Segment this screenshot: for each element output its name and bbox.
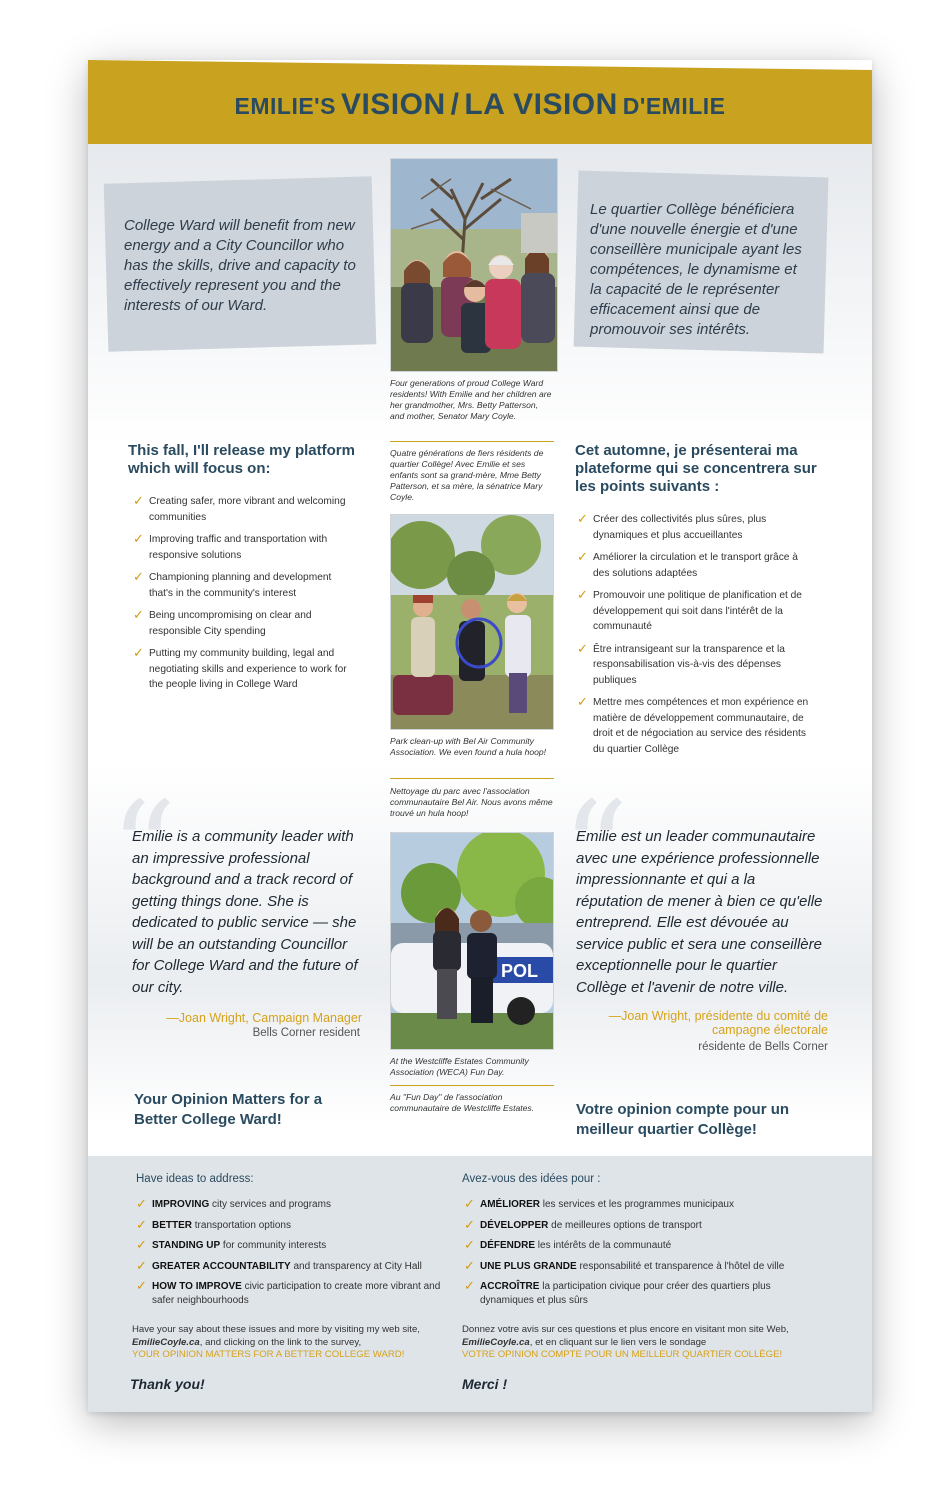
- list-item-text: city services and programs: [209, 1199, 331, 1210]
- check-icon: ✓: [464, 1196, 475, 1211]
- check-icon: ✓: [133, 531, 144, 546]
- list-item-bold: DÉFENDRE: [480, 1240, 536, 1251]
- caption-divider: [390, 441, 554, 442]
- list-item-text: and transparency at City Hall: [290, 1260, 422, 1272]
- survey-text: Donnez votre avis sur ces questions et plus encore en visitant mon site Web,: [462, 1324, 789, 1335]
- check-icon: ✓: [577, 549, 588, 564]
- survey-paragraph-fr: [462, 1324, 822, 1362]
- list-item: [577, 512, 817, 543]
- check-icon: ✓: [577, 511, 588, 526]
- check-icon: ✓: [464, 1216, 475, 1232]
- list-item-text: Creating safer, more vibrant and welcoming communities: [149, 496, 346, 523]
- park-photo-caption-en: Park clean-up with Bel Air Community Association. We even found a hula hoop!: [390, 736, 547, 757]
- list-item-bold: AMÉLIORER: [480, 1199, 540, 1210]
- flyer-page: [88, 60, 872, 1412]
- platform-heading-en: This fall, I'll release my platform which will focus on:: [128, 442, 355, 477]
- ideas-list-en: [136, 1198, 452, 1314]
- intro-text-en: College Ward will benefit from new energy and a City Councillor who has the skills, drive and capacity to effectively represent you and the interests of our Ward.: [124, 217, 356, 314]
- check-icon: ✓: [136, 1196, 147, 1211]
- testimonial-attribution-en-2: Bells Corner resident: [252, 1027, 360, 1039]
- list-item-bold: HOW TO IMPROVE: [152, 1281, 242, 1292]
- list-item-bold: ACCROÎTRE: [480, 1281, 540, 1292]
- fun-day-photo: [390, 832, 554, 1050]
- fun-day-caption-en: At the Westcliffe Estates Community Association (WECA) Fun Day.: [390, 1056, 529, 1077]
- check-icon: ✓: [464, 1237, 475, 1252]
- check-icon: ✓: [464, 1278, 475, 1293]
- list-item-text: la participation civique pour créer des quartiers plus dynamiques et plus sûrs: [480, 1281, 771, 1306]
- list-item-bold: IMPROVING: [152, 1199, 210, 1210]
- list-item: [464, 1198, 824, 1212]
- title-en-small: EMILIE'S: [234, 93, 336, 119]
- list-item: [136, 1216, 452, 1233]
- list-item: [464, 1280, 824, 1307]
- check-icon: ✓: [577, 640, 588, 656]
- testimonial-attribution-fr: —Joan Wright, présidente du comité de campagne électorale: [608, 1009, 828, 1037]
- title-slash: /: [450, 88, 460, 121]
- list-item: [577, 695, 817, 757]
- park-cleanup-photo: [390, 514, 554, 730]
- website-link[interactable]: EmilieCoyle.ca: [132, 1336, 200, 1348]
- list-item-text: Being uncompromising on clear and responsible City spending: [149, 610, 312, 637]
- list-item-text: Être intransigeant sur la transparence et la responsabilisation vis-à-vis des dépenses publiques: [593, 643, 785, 686]
- check-icon: ✓: [133, 607, 144, 622]
- list-item-text: les intérêts de la communauté: [535, 1240, 672, 1251]
- intro-text-fr: Le quartier Collège bénéficiera d'une nouvelle énergie et d'une conseillère municipale ayant les compétences, le dynamisme et la capacité de le représenter efficacement ainsi que de promouvoir ses intérêts.: [590, 201, 802, 338]
- check-icon: ✓: [136, 1216, 147, 1232]
- list-item: [136, 1280, 452, 1307]
- list-item: [133, 646, 355, 693]
- family-photo: [390, 158, 558, 372]
- list-item: [133, 532, 355, 563]
- check-icon: ✓: [577, 694, 588, 709]
- platform-list-en: [133, 494, 355, 700]
- page-title: [88, 88, 872, 122]
- list-item-text: Championing planning and development that's in the community's interest: [149, 572, 332, 599]
- platform-list-fr: [577, 512, 817, 764]
- car-lettering: POL: [501, 961, 539, 981]
- platform-heading-fr: Cet automne, je présenterai ma plateforme qui se concentrera sur les points suivants :: [575, 442, 817, 495]
- ideas-heading-fr: Avez-vous des idées pour :: [462, 1173, 601, 1185]
- ideas-heading-en: Have ideas to address:: [136, 1173, 254, 1185]
- check-icon: ✓: [133, 645, 144, 660]
- check-icon: ✓: [136, 1278, 147, 1293]
- quote-mark-icon: “: [110, 773, 177, 925]
- title-en-big: VISION: [340, 88, 446, 121]
- check-icon: ✓: [136, 1257, 147, 1273]
- list-item: [136, 1198, 452, 1212]
- check-icon: ✓: [133, 493, 144, 508]
- list-item-text: Improving traffic and transportation with responsive solutions: [149, 534, 328, 561]
- check-icon: ✓: [136, 1237, 147, 1252]
- list-item: [136, 1257, 452, 1274]
- list-item: [464, 1216, 824, 1233]
- testimonial-attribution-fr-2: résidente de Bells Corner: [698, 1041, 828, 1053]
- check-icon: ✓: [133, 569, 144, 584]
- list-item: [577, 588, 817, 635]
- check-icon: ✓: [577, 587, 588, 602]
- list-item-text: Promouvoir une politique de planification et de développement qui soit dans l'intérêt de la communauté: [593, 590, 802, 632]
- list-item: [133, 570, 355, 601]
- family-photo-caption-fr: Quatre générations de fiers résidents de quartier Collège! Avec Emilie et ses enfants sont sa grand-mère, Mme Betty Patterson, et sa mère, la sénatrice Mary Coyle.: [390, 448, 544, 502]
- title-fr-big: LA VISION: [464, 88, 618, 121]
- list-item: [464, 1257, 824, 1274]
- list-item-text: Améliorer la circulation et le transport grâce à des solutions adaptées: [593, 552, 798, 579]
- list-item-text: transportation options: [192, 1219, 291, 1231]
- list-item: [133, 608, 355, 639]
- testimonial-text-en: Emilie is a community leader with an impressive professional background and a track record of getting things done. She is dedicated to public service — she will be an outstanding Councillor for College Ward and the future of our city.: [132, 828, 358, 996]
- list-item-text: civic participation to create more vibrant and safer neighbourhoods: [152, 1281, 441, 1306]
- survey-title-fr: VOTRE OPINION COMPTE POUR UN MEILLEUR QUARTIER COLLÈGE!: [462, 1349, 783, 1360]
- list-item: [133, 494, 355, 525]
- list-item-bold: UNE PLUS GRANDE: [480, 1260, 577, 1272]
- testimonial-text-fr: Emilie est un leader communautaire avec une expérience professionnelle impressionnante et qui a la réputation de mener à bien ce qu'elle entreprend. Elle est dévouée au service public et sera une conseillère exceptionnelle pour le quartier Collège et l'avenir de notre ville.: [576, 828, 823, 996]
- survey-text: , and clicking on the link to the survey,: [199, 1336, 362, 1348]
- list-item: [577, 550, 817, 581]
- thank-you-en: Thank you!: [130, 1376, 205, 1392]
- list-item-text: Mettre mes compétences et mon expérience en matière de développement communautaire, de droit et de négociation au service des résidents du quartier Collège: [593, 697, 809, 755]
- list-item: [136, 1239, 452, 1253]
- title-fr-small: D'EMILIE: [622, 93, 726, 119]
- survey-paragraph-en: [132, 1324, 454, 1362]
- list-item-text: Créer des collectivités plus sûres, plus dynamiques et plus accueillantes: [593, 514, 767, 541]
- list-item-bold: DÉVELOPPER: [480, 1219, 549, 1231]
- park-cleanup-photo-image: [391, 515, 553, 729]
- list-item-text: responsabilité et transparence à l'hôtel de ville: [576, 1260, 785, 1272]
- list-item: [577, 642, 817, 689]
- survey-text: Have your say about these issues and more by visiting my web site,: [132, 1324, 420, 1335]
- list-item-text: Putting my community building, legal and negotiating skills and experience to work for the people living in College Ward: [149, 648, 347, 690]
- website-link[interactable]: EmilieCoyle.ca: [462, 1336, 530, 1348]
- fun-day-photo-image: [391, 833, 553, 1049]
- list-item-bold: BETTER: [152, 1219, 192, 1231]
- family-photo-image: [391, 159, 557, 371]
- park-photo-caption-fr: Nettoyage du parc avec l'association communautaire Bel Air. Nous avons même trouvé un hula hoop!: [390, 786, 553, 818]
- list-item-text: for community interests: [220, 1240, 327, 1251]
- list-item: [464, 1239, 824, 1253]
- survey-text: , et en cliquant sur le lien vers le sondage: [529, 1336, 707, 1348]
- opinion-heading-fr: Votre opinion compte pour un meilleur quartier Collège!: [576, 1101, 790, 1138]
- check-icon: ✓: [464, 1257, 475, 1273]
- testimonial-attribution-en: —Joan Wright, Campaign Manager: [166, 1011, 362, 1025]
- family-photo-caption-en: Four generations of proud College Ward residents! With Emilie and her children are her grandmother, Mrs. Betty Patterson, and mother, Senator Mary Coyle.: [390, 378, 552, 421]
- list-item-text: de meilleures options de transport: [548, 1219, 702, 1231]
- ideas-list-fr: [464, 1198, 824, 1314]
- fun-day-caption-fr: Au "Fun Day" de l'association communautaire de Westcliffe Estates.: [390, 1092, 535, 1113]
- survey-title-en: YOUR OPINION MATTERS FOR A BETTER COLLEGE WARD!: [132, 1349, 405, 1360]
- list-item-bold: GREATER ACCOUNTABILITY: [152, 1260, 291, 1272]
- list-item-bold: STANDING UP: [152, 1240, 221, 1251]
- quote-mark-icon: “: [562, 773, 629, 925]
- opinion-heading-en: Your Opinion Matters for a Better College Ward!: [134, 1091, 323, 1128]
- thank-you-fr: Merci !: [462, 1376, 508, 1392]
- list-item-text: les services et les programmes municipaux: [540, 1199, 734, 1210]
- caption-divider: [390, 1085, 554, 1086]
- caption-divider: [390, 778, 554, 779]
